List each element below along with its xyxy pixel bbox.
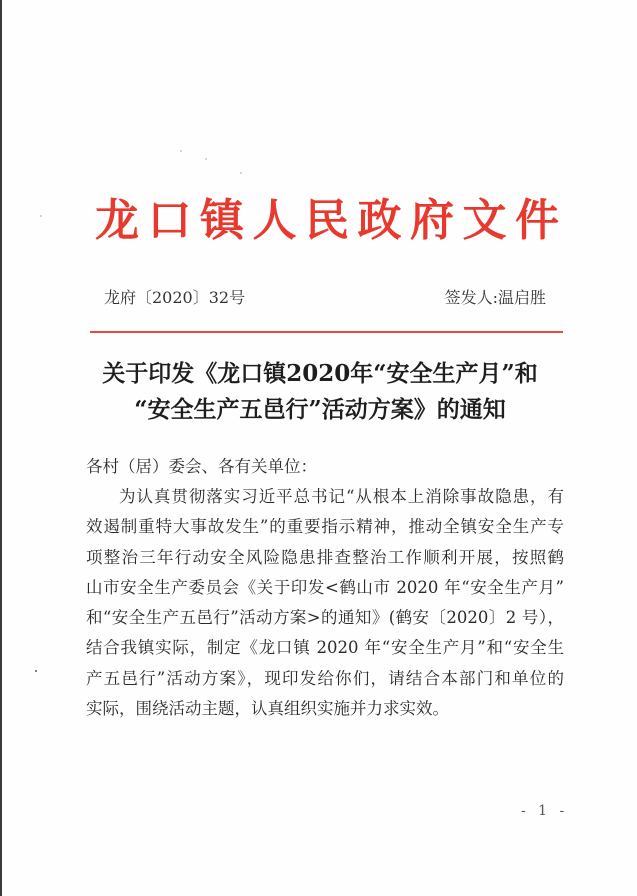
body-line: 效遏制重特大事故发生”的重要指示精神，推动全镇安全生产专 xyxy=(86,517,564,537)
issuer-heading-char: 人 xyxy=(252,195,297,246)
title-line: “安全生产五邑行”活动方案》的通知 xyxy=(134,396,506,423)
red-divider xyxy=(90,331,563,333)
document-title xyxy=(60,356,580,428)
body-line: 为认真贯彻落实习近平总书记“从根本上消除事故隐患，有 xyxy=(119,487,564,506)
body-line: 实际，围绕活动主题，认真组织实施并力求实效。 xyxy=(86,699,449,719)
scan-speck xyxy=(40,215,42,217)
title-line: 关于印发《龙口镇2020年“安全生产月”和 xyxy=(102,360,538,387)
page-number: - 1 - xyxy=(521,803,569,819)
scan-speck xyxy=(180,150,182,152)
body-paragraph xyxy=(86,485,564,727)
issuer-heading xyxy=(92,196,562,246)
signer: 签发人:温启胜 xyxy=(444,288,546,307)
salutation: 各村（居）委会、各有关单位： xyxy=(86,457,317,476)
body-line: 产五邑行”活动方案》，现印发给你们，请结合本部门和单位的 xyxy=(86,668,564,688)
body-line: 山市安全生产委员会《关于印发<鹤山市 2020 年“安全生产月” xyxy=(86,577,564,597)
scan-edge xyxy=(0,0,2,896)
issuer-heading-char: 府 xyxy=(410,195,454,246)
issuer-heading-char: 件 xyxy=(515,195,559,246)
issuer-heading-char: 政 xyxy=(357,195,402,246)
body-line: 结合我镇实际，制定《龙口镇 2020 年“安全生产月”和“安全生 xyxy=(86,638,564,658)
scan-speck xyxy=(240,172,242,174)
issuer-heading-char: 民 xyxy=(305,195,349,246)
scan-speck xyxy=(35,670,37,672)
body-line: 项整治三年行动安全风险隐患排查整治工作顺利开展，按照鹤 xyxy=(86,547,564,567)
issuer-heading-char: 文 xyxy=(462,195,507,246)
body-line: 和“安全生产五邑行”活动方案>的通知》(鹤安〔2020〕2 号）， xyxy=(86,608,564,628)
issuer-heading-char: 口 xyxy=(147,195,192,246)
scan-speck xyxy=(205,158,207,160)
issuer-heading-char: 镇 xyxy=(200,195,244,246)
document-number: 龙府〔2020〕32号 xyxy=(104,288,246,307)
issuer-heading-char: 龙 xyxy=(95,195,139,246)
